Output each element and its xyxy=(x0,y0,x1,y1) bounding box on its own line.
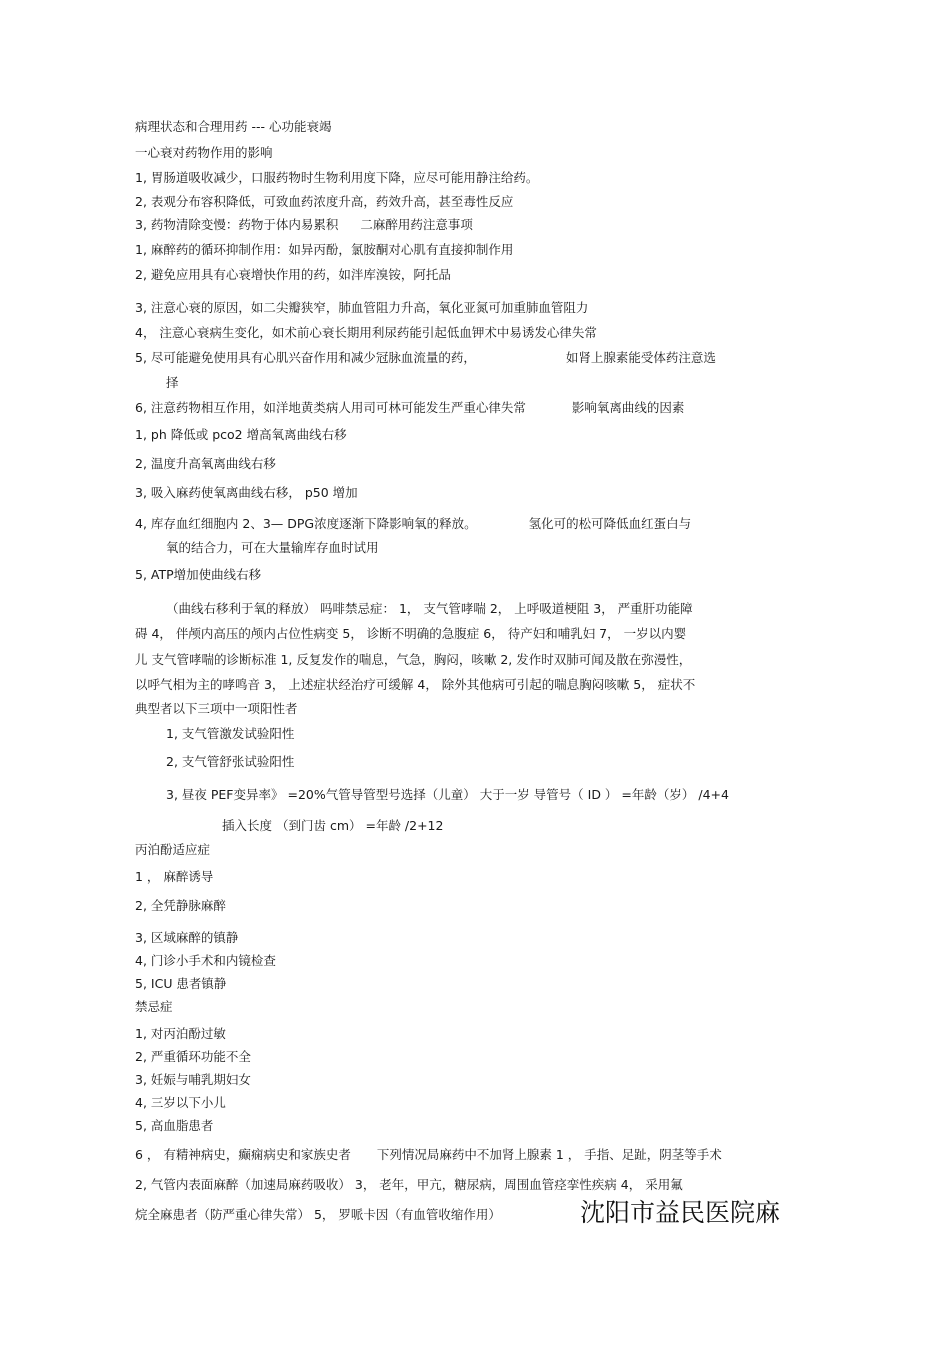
text-line: 3, 吸入麻药使氧离曲线右移， p50 增加 xyxy=(135,485,358,500)
text-line: 2, 避免应用具有心衰增快作用的药，如泮库溴铵，阿托品 xyxy=(135,267,451,282)
section-heading: 禁忌症 xyxy=(135,999,173,1014)
text-line: 以呼气相为主的哮鸣音 3， 上述症状经治疗可缓解 4， 除外其他病可引起的喘息胸闷咳嗽 5， 症状不 xyxy=(135,677,696,692)
text-line xyxy=(135,1147,722,1163)
text-line xyxy=(135,516,691,532)
text-line: 5, ATP增加使曲线右移 xyxy=(135,567,262,582)
text-line: 4, 三岁以下小儿 xyxy=(135,1095,226,1110)
text-run: 3, 药物清除变慢：药物于体内易累积 xyxy=(135,217,339,232)
text-line: 2, 支气管舒张试验阳性 xyxy=(166,754,295,769)
hospital-name: 沈阳市益民医院麻 xyxy=(580,1198,781,1227)
text-run: 如肾上腺素能受体药注意选 xyxy=(565,350,716,365)
section-heading: 影响氧离曲线的因素 xyxy=(571,400,685,415)
text-line: 4, 门诊小手术和内镜检查 xyxy=(135,953,276,968)
text-run: 6 ， 有精神病史，癫痫病史和家族史者 xyxy=(135,1147,351,1162)
text-line: 插入长度 （到门齿 cm） =年龄 /2+12 xyxy=(222,818,444,833)
text-line: 2, 温度升高氧离曲线右移 xyxy=(135,456,276,471)
text-line: 1, ph 降低或 pco2 增高氧离曲线右移 xyxy=(135,427,347,442)
text-line: 2, 表观分布容积降低，可致血药浓度升高，药效升高，甚至毒性反应 xyxy=(135,194,514,209)
section-heading: 丙泊酚适应症 xyxy=(135,842,211,857)
text-line xyxy=(135,1207,501,1223)
section-heading: 二麻醉用药注意事项 xyxy=(360,217,473,232)
text-line: 择 xyxy=(166,375,179,390)
text-line xyxy=(135,350,716,366)
text-line xyxy=(135,217,473,233)
text-line: 碍 4， 伴颅内高压的颅内占位性病变 5， 诊断不明确的急腹症 6， 待产妇和哺乳妇 7， 一岁以内婴 xyxy=(135,626,687,641)
text-run: 6, 注意药物相互作用，如洋地黄类病人用司可林可能发生严重心律失常 xyxy=(135,400,526,415)
text-line: 1, 胃肠道吸收减少，口服药物时生物利用度下降，应尽可能用静注给药。 xyxy=(135,170,539,185)
text-line: 3, 妊娠与哺乳期妇女 xyxy=(135,1072,251,1087)
section-heading: 一心衰对药物作用的影响 xyxy=(135,145,273,160)
text-line: 氧的结合力，可在大量输库存血时试用 xyxy=(166,540,379,555)
text-line: 2, 严重循环功能不全 xyxy=(135,1049,251,1064)
text-line: 3, 区域麻醉的镇静 xyxy=(135,930,239,945)
text-line: 1 ， 麻醉诱导 xyxy=(135,869,214,884)
text-line: 3, 昼夜 PEF变异率》 =20%气管导管型号选择（儿童） 大于一岁 导管号（ ID ） =年龄（岁） /4+4 xyxy=(166,787,729,802)
text-line: 5, 高血脂患者 xyxy=(135,1118,214,1133)
text-run: 5, 尽可能避免使用具有心肌兴奋作用和减少冠脉血流量的药， xyxy=(135,350,476,365)
text-line: 1, 支气管激发试验阳性 xyxy=(166,726,295,741)
text-run: 烷全麻患者（防严重心律失常） 5， 罗哌卡因（有血管收缩作用） xyxy=(135,1207,501,1222)
text-line xyxy=(135,400,684,416)
text-line: 4， 注意心衰病生变化，如术前心衰长期用利尿药能引起低血钾术中易诱发心律失常 xyxy=(135,325,597,340)
text-line: （曲线右移利于氧的释放） 吗啡禁忌症： 1， 支气管哮喘 2， 上呼吸道梗阻 3， 严重肝功能障 xyxy=(166,601,693,616)
text-line: 5, ICU 患者镇静 xyxy=(135,976,227,991)
text-line: 典型者以下三项中一项阳性者 xyxy=(135,701,298,716)
text-line: 3, 注意心衰的原因，如二尖瓣狭窄，肺血管阻力升高，氧化亚氮可加重肺血管阻力 xyxy=(135,300,589,315)
text-run: 4, 库存血红细胞内 2、3— DPG浓度逐渐下降影响氧的释放。 xyxy=(135,516,477,531)
text-line: 1, 对丙泊酚过敏 xyxy=(135,1026,226,1041)
text-line: 2, 全凭静脉麻醉 xyxy=(135,898,226,913)
text-run: 下列情况局麻药中不加肾上腺素 1 ， 手指、足趾，阴茎等手术 xyxy=(376,1147,722,1162)
doc-title: 病理状态和合理用药 --- 心功能衰竭 xyxy=(135,119,332,134)
text-run: 氢化可的松可降低血红蛋白与 xyxy=(528,516,692,531)
text-line: 1, 麻醉药的循环抑制作用：如异丙酚，氯胺酮对心肌有直接抑制作用 xyxy=(135,242,514,257)
text-line: 2, 气管内表面麻醉（加速局麻药吸收） 3， 老年，甲亢，糖尿病，周围血管痉挛性疾病 4， 采用氟 xyxy=(135,1177,683,1192)
text-line: 儿 支气管哮喘的诊断标准 1, 反复发作的喘息，气急，胸闷，咳嗽 2, 发作时双肺可闻及散在弥漫性， xyxy=(135,652,692,667)
